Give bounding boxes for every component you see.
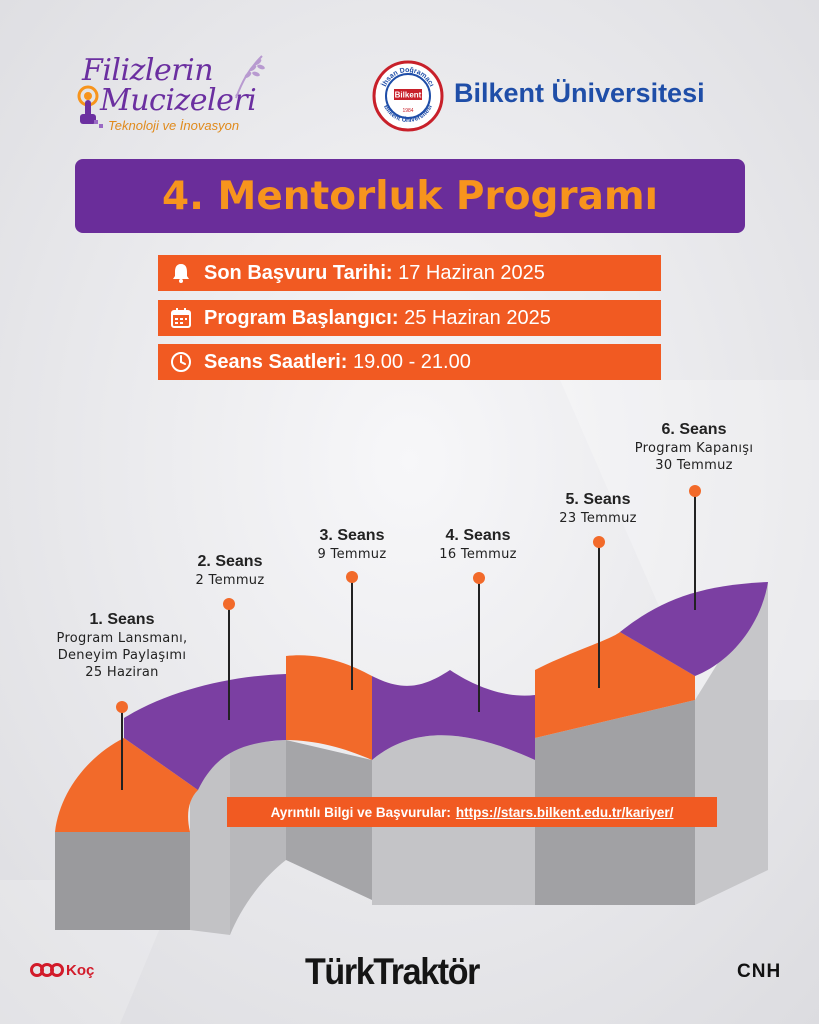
session-1	[22, 610, 222, 681]
start-date-value: 25 Haziran 2025	[398, 306, 551, 329]
session-4-title: 4. Seans	[445, 527, 511, 544]
session-3	[282, 526, 422, 563]
turktraktor-logo: TürkTraktör	[305, 951, 479, 992]
session-1-line2: Deneyim Paylaşımı	[57, 648, 187, 663]
session-5	[528, 490, 668, 527]
details-banner	[227, 797, 717, 827]
session-5-date: 23 Temmuz	[559, 511, 637, 526]
session-1-title: 1. Seans	[89, 611, 155, 628]
filizlerin-logo-line2: Mucizeleri	[100, 83, 257, 118]
session-3-title: 3. Seans	[319, 527, 385, 544]
filizlerin-logo-line1: Filizlerin	[82, 53, 214, 88]
session-4	[408, 526, 548, 563]
deadline-label: Son Başvuru Tarihi:	[204, 261, 393, 284]
start-date-label: Program Başlangıcı:	[204, 306, 399, 329]
session-hours-label: Seans Saatleri:	[204, 350, 348, 373]
session-3-date: 9 Temmuz	[317, 547, 387, 562]
session-2-title: 2. Seans	[197, 553, 263, 570]
session-1-date: 25 Haziran	[85, 665, 159, 680]
session-6-date: 30 Temmuz	[655, 458, 733, 473]
application-link[interactable]: https://stars.bilkent.edu.tr/kariyer/	[455, 804, 674, 820]
session-hours-value: 19.00 - 21.00	[347, 350, 471, 373]
koc-swirl-icon	[30, 961, 64, 979]
session-1-line1: Program Lansmanı,	[56, 631, 188, 646]
session-2	[160, 552, 300, 589]
page-title: 4. Mentorluk Programı	[162, 173, 658, 219]
seal-bottom-text: Bilkent Üniversitesi	[382, 103, 434, 125]
cnh-logo: CNH	[737, 961, 782, 982]
details-label: Ayrıntılı Bilgi ve Başvurular:	[270, 804, 451, 820]
session-6-line1: Program Kapanışı	[634, 441, 754, 456]
deadline-value: 17 Haziran 2025	[392, 261, 545, 284]
seal-year-text: 1984	[402, 108, 414, 114]
session-4-date: 16 Temmuz	[439, 547, 517, 562]
bilkent-name: Bilkent Üniversitesi	[454, 78, 705, 108]
koc-logo	[30, 961, 94, 979]
seal-center-text: Bilkent	[394, 90, 422, 100]
seal-top-text: İhsan Doğramacı	[381, 66, 435, 88]
koc-logo-text: Koç	[66, 961, 95, 979]
filizlerin-logo-subtitle: Teknoloji ve İnovasyon	[108, 118, 240, 133]
session-2-date: 2 Temmuz	[195, 573, 265, 588]
session-5-title: 5. Seans	[565, 491, 631, 508]
session-6	[604, 420, 784, 474]
session-6-title: 6. Seans	[661, 421, 727, 438]
